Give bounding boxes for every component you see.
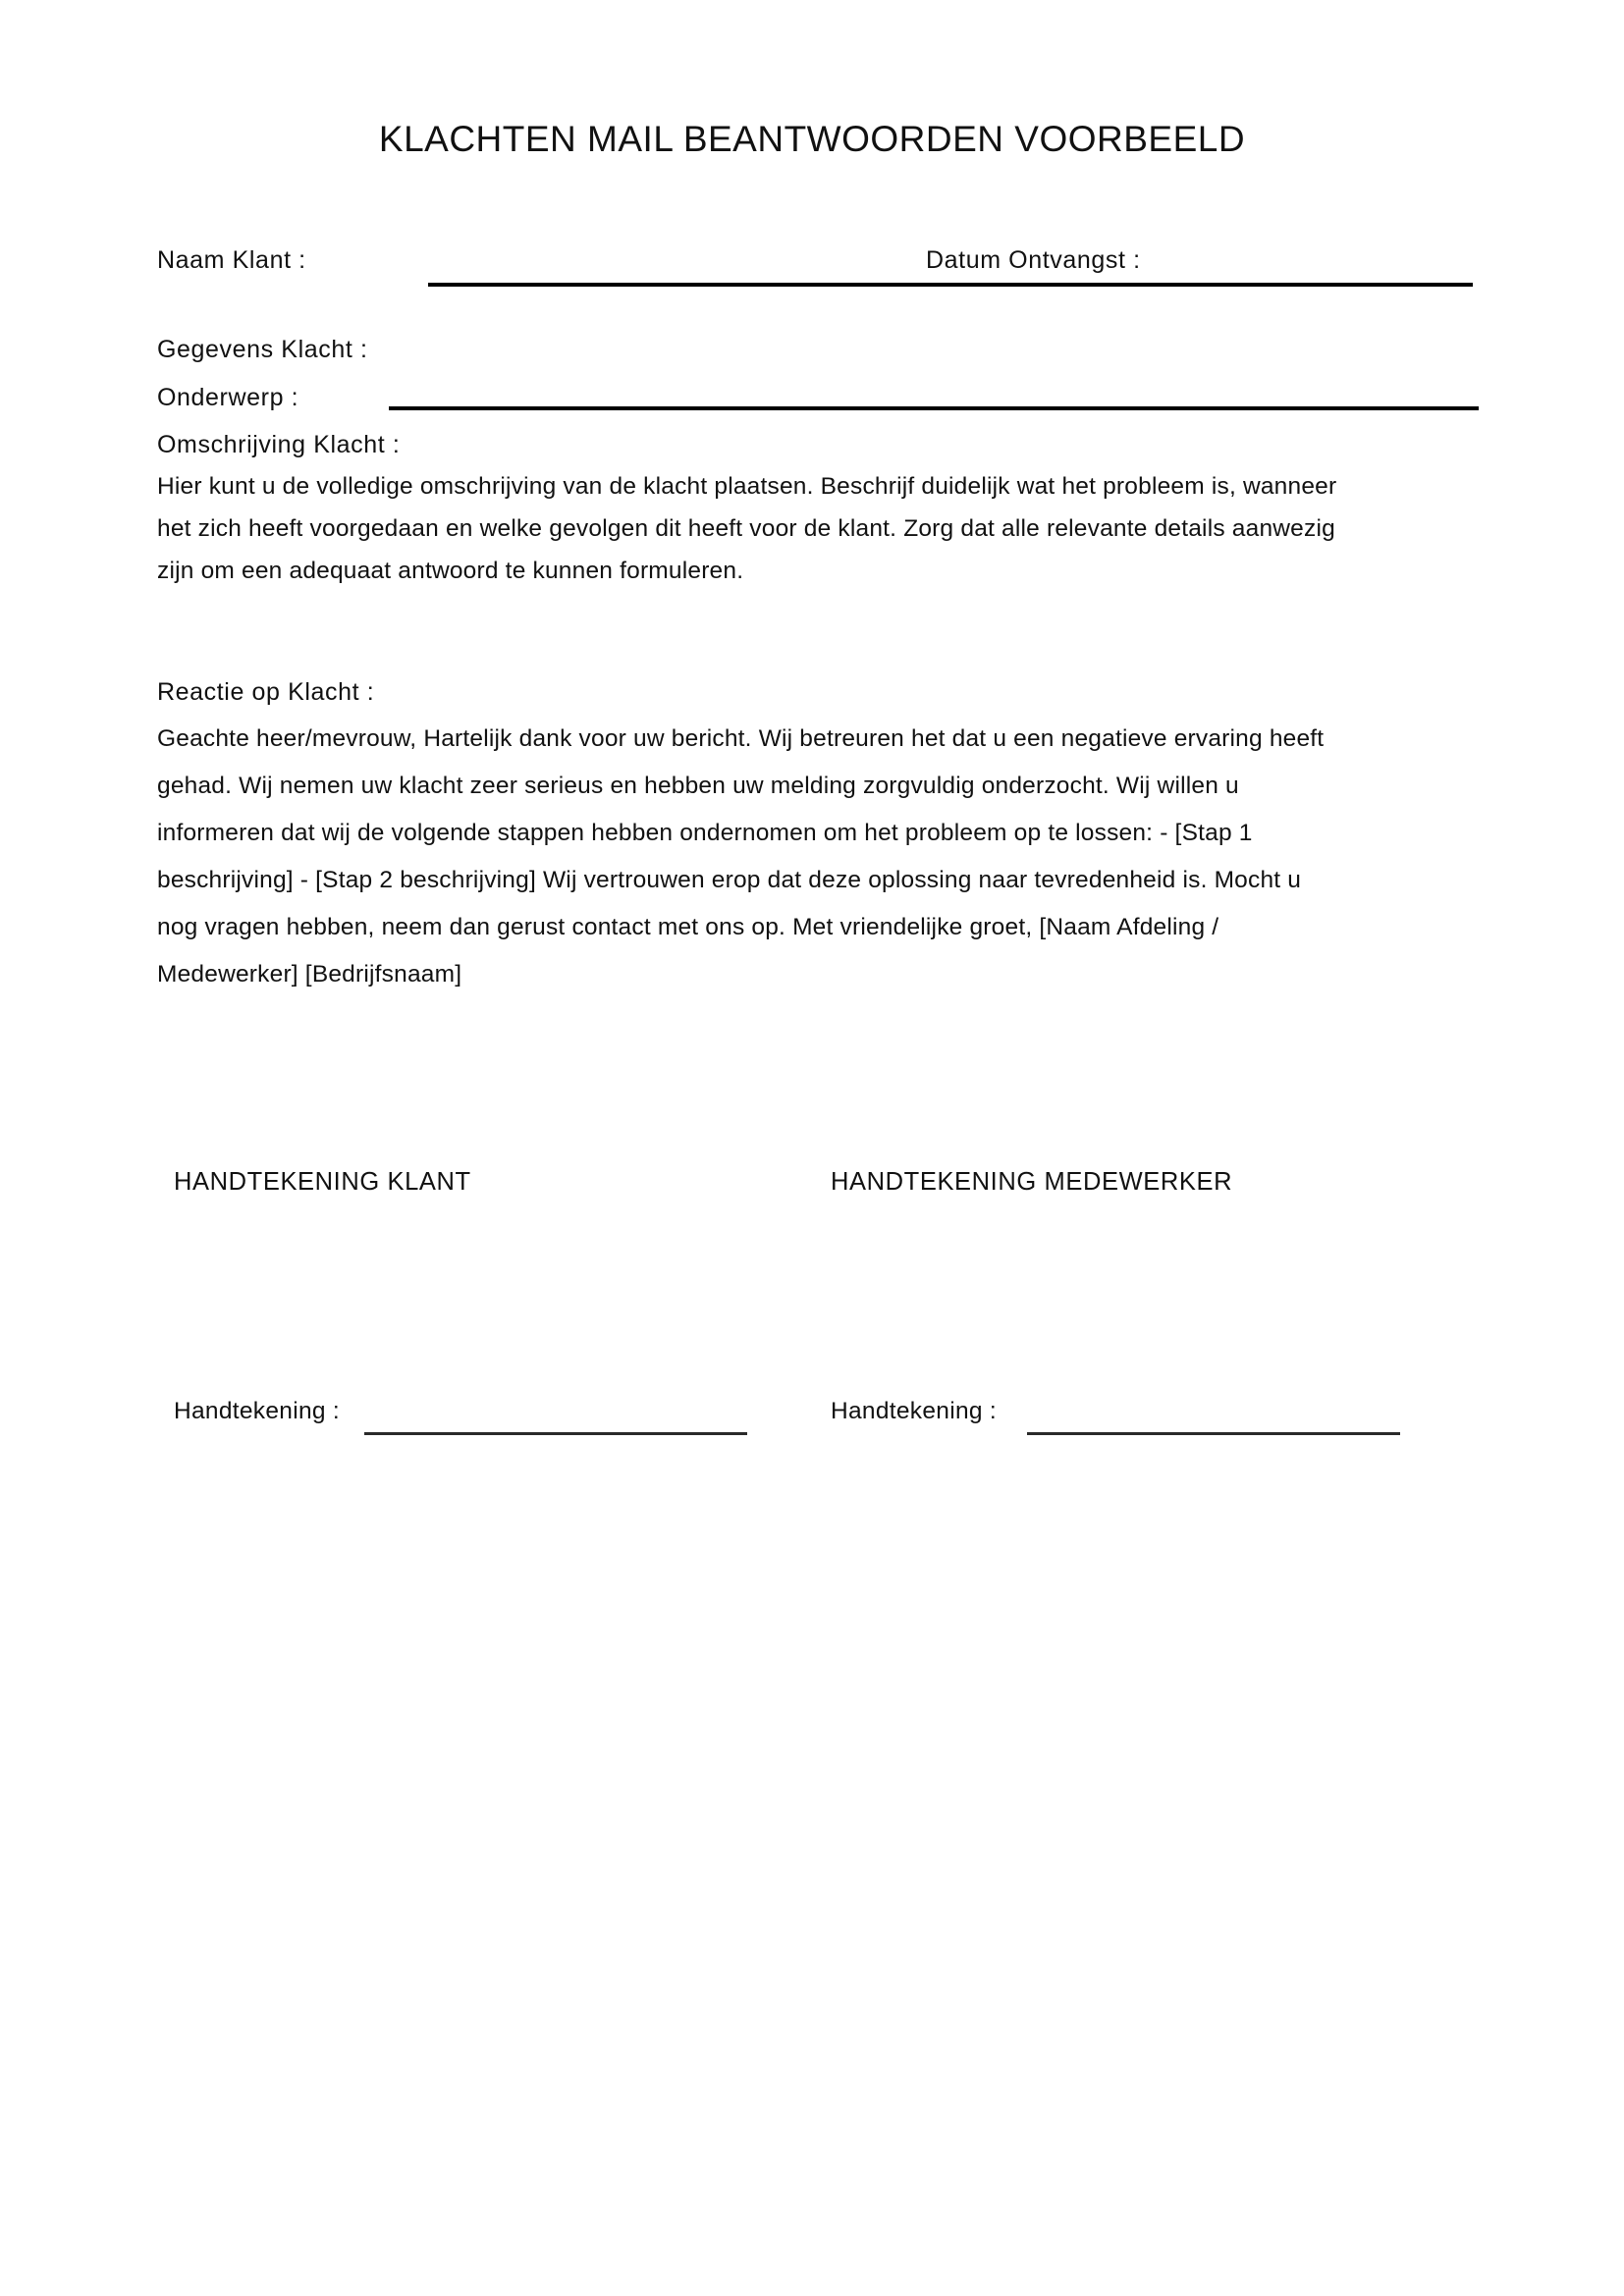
handtekening-klant-signature-line[interactable] [364,1432,747,1435]
reactie-op-klacht-text [157,716,1483,998]
handtekening-medewerker-signature-line[interactable] [1027,1432,1400,1435]
text-line: nog vragen hebben, neem dan gerust contact met ons op. Met vriendelijke groet, [Naam Afdeling / [157,914,1219,940]
text-line: het zich heeft voorgedaan en welke gevolgen dit heeft voor de klant. Zorg dat alle relevante details aanwezig [157,515,1335,542]
gegevens-klacht-label: Gegevens Klacht : [157,336,368,363]
naam-klant-label: Naam Klant : [157,246,306,274]
text-line: Medewerker] [Bedrijfsnaam] [157,961,462,988]
onderwerp-label: Onderwerp : [157,384,299,411]
handtekening-klant-label: Handtekening : [174,1398,341,1424]
handtekening-medewerker-header: HANDTEKENING MEDEWERKER [831,1168,1233,1196]
text-line: beschrijving] - [Stap 2 beschrijving] Wij vertrouwen erop dat deze oplossing naar tevredenheid is. Mocht u [157,867,1302,893]
text-line: informeren dat wij de volgende stappen hebben ondernomen om het probleem op te lossen: - [Stap 1 [157,820,1253,846]
handtekening-klant-header: HANDTEKENING KLANT [174,1168,471,1196]
onderwerp-input-line[interactable] [389,406,1479,410]
text-line: Geachte heer/mevrouw, Hartelijk dank voor uw bericht. Wij betreuren het dat u een negatieve ervaring heeft [157,725,1325,752]
document-title: KLACHTEN MAIL BEANTWOORDEN VOORBEELD [378,119,1246,159]
text-line: zijn om een adequaat antwoord te kunnen formuleren. [157,558,744,584]
omschrijving-klacht-text [157,465,1483,592]
omschrijving-klacht-label: Omschrijving Klacht : [157,431,401,458]
datum-ontvangst-label: Datum Ontvangst : [926,246,1141,274]
handtekening-medewerker-label: Handtekening : [831,1398,998,1424]
reactie-op-klacht-label: Reactie op Klacht : [157,678,375,706]
naam-klant-datum-input-line[interactable] [428,283,1473,287]
text-line: gehad. Wij nemen uw klacht zeer serieus en hebben uw melding zorgvuldig onderzocht. Wij willen u [157,773,1239,799]
text-line: Hier kunt u de volledige omschrijving van de klacht plaatsen. Beschrijf duidelijk wat het probleem is, wanneer [157,473,1337,500]
